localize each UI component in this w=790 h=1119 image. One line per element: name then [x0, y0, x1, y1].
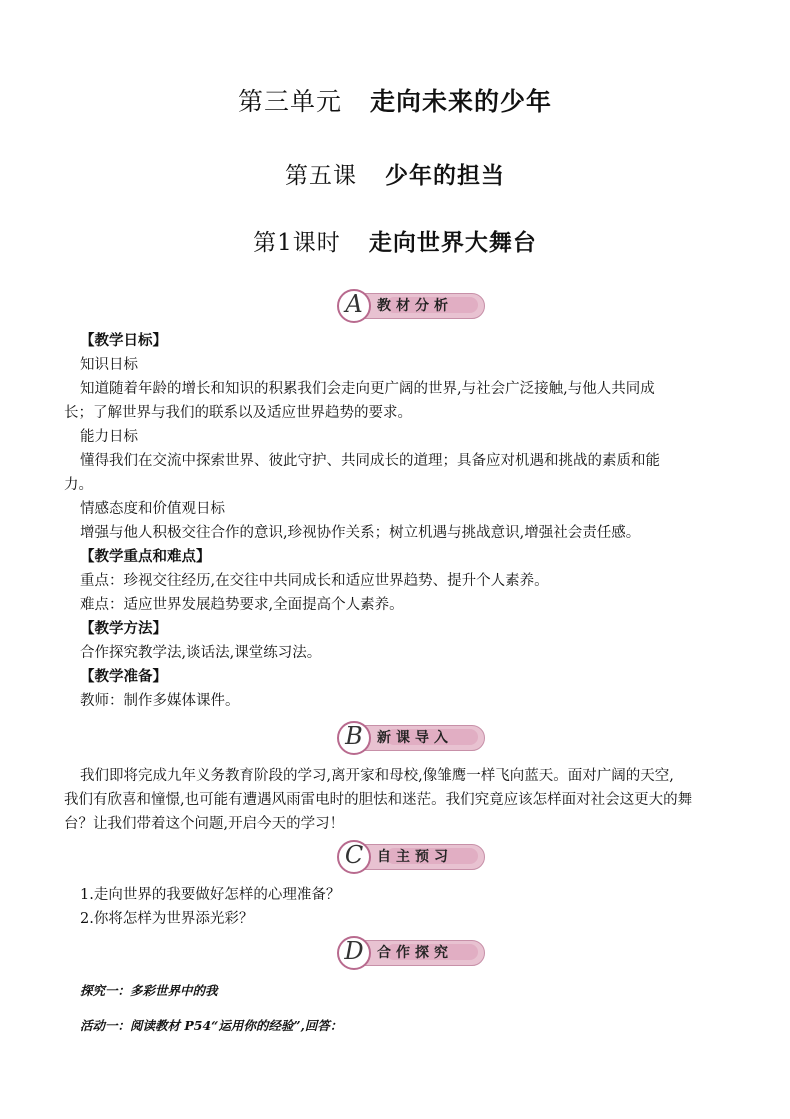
badge-letter: D	[344, 937, 364, 965]
ability-text-2: 力。	[64, 477, 93, 493]
emotion-text: 增强与他人积极交往合作的意识,珍视协作关系；树立机遇与挑战意识,增强社会责任感。	[80, 525, 641, 541]
knowledge-text-1: 知道随着年龄的增长和知识的积累我们会走向更广阔的世界,与社会广泛接触,与他人共同成	[80, 381, 655, 397]
ability-heading: 能力日标	[80, 429, 138, 445]
unit-number: 第三单元	[237, 87, 342, 116]
explore-topic: 探究一：多彩世界中的我	[80, 983, 218, 998]
method-text: 合作探究教学法,谈话法,课堂练习法。	[80, 645, 322, 661]
period-title	[0, 224, 790, 257]
badge-letter: B	[345, 722, 363, 750]
prep-heading: 【教学准备】	[80, 669, 167, 685]
method-heading: 【教学方法】	[80, 621, 167, 637]
badge-label: 新课导入	[377, 730, 453, 746]
emotion-heading: 情感态度和价值观日标	[80, 501, 225, 517]
section-badge-c	[337, 840, 485, 874]
section-badge-d	[337, 936, 485, 970]
unit-title	[0, 82, 790, 118]
difficult-point: 难点：适应世界发展趋势要求,全面提高个人素养。	[80, 597, 404, 613]
prep-text: 教师：制作多媒体课件。	[80, 693, 240, 709]
period-name: 走向世界大舞台	[368, 230, 537, 256]
goal-heading: 【教学日标】	[80, 333, 167, 349]
ability-text-1: 懂得我们在交流中探索世界、彼此守护、共同成长的道理；具备应对机遇和挑战的素质和能	[80, 453, 660, 469]
badge-label: 自主预习	[377, 849, 453, 865]
section-badge-a	[337, 289, 485, 323]
lesson-title	[0, 157, 790, 190]
badge-letter: C	[344, 841, 364, 869]
intro-text-3: 台？让我们带着这个问题,开启今天的学习！	[64, 816, 345, 832]
unit-name: 走向未来的少年	[370, 87, 553, 116]
preview-question-2: 2.你将怎样为世界添光彩？	[80, 911, 254, 927]
lesson-number: 第五课	[285, 163, 357, 189]
preview-question-1: 1.走向世界的我要做好怎样的心理准备？	[80, 887, 341, 903]
badge-label: 合作探究	[377, 945, 453, 961]
period-number: 第1课时	[253, 230, 341, 256]
badge-label: 教材分析	[377, 298, 453, 314]
badge-letter: A	[345, 290, 363, 318]
intro-text-2: 我们有欣喜和憧憬,也可能有遭遇风雨雷电时的胆怯和迷茫。我们究竟应该怎样面对社会这更大的舞	[64, 792, 693, 808]
explore-activity: 活动一：阅读教材 P54“运用你的经验”,回答：	[80, 1018, 343, 1033]
section-badge-b	[337, 721, 485, 755]
lesson-name: 少年的担当	[385, 163, 505, 189]
key-heading: 【教学重点和难点】	[80, 549, 211, 565]
knowledge-text-2: 长；了解世界与我们的联系以及适应世界趋势的要求。	[64, 405, 412, 421]
intro-text-1: 我们即将完成九年义务教育阶段的学习,离开家和母校,像雏鹰一样飞向蓝天。面对广阔的天空,	[80, 768, 674, 784]
knowledge-heading: 知识日标	[80, 357, 138, 373]
key-point: 重点：珍视交往经历,在交往中共同成长和适应世界趋势、提升个人素养。	[80, 573, 549, 589]
